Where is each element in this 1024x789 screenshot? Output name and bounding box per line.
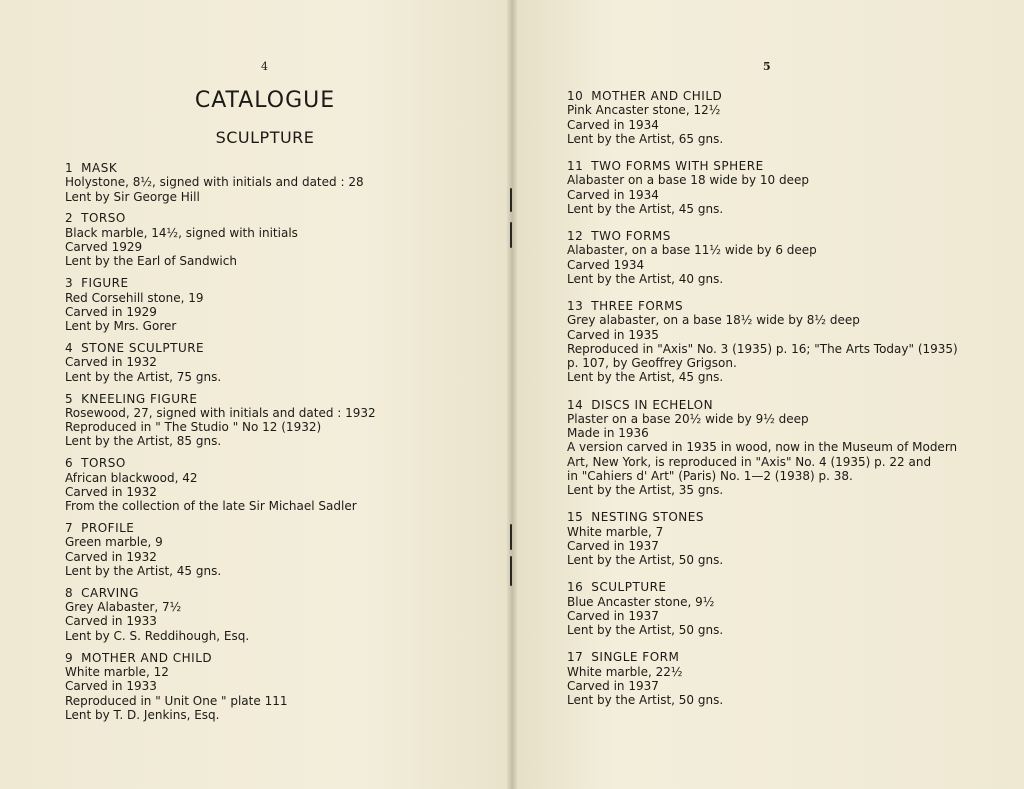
entry-title [65,276,485,290]
entry-number: 7 [65,521,74,536]
binding-mark [510,222,512,248]
catalogue-heading: CATALOGUE [194,88,336,113]
binding-mark [510,556,512,586]
entry-title [567,229,1007,243]
entry-detail-line: Lent by the Artist, 75 gns. [65,369,222,384]
entry-detail-line: White marble, 22½ [567,664,683,679]
entry-number: 17 [567,650,584,665]
entry-title-text: TWO FORMS WITH SPHERE [591,158,764,173]
entry-number: 15 [567,510,584,525]
entry-title [567,89,1007,103]
entry-detail-line: Lent by the Artist, 50 gns. [567,693,724,708]
catalogue-entries-left [65,161,485,730]
entry-detail-line: Carved in 1934 [567,187,659,202]
entry-detail-line: Lent by the Artist, 85 gns. [65,434,222,449]
entry-title [567,580,1007,594]
entry-detail-line: Lent by C. S. Reddihough, Esq. [65,628,250,643]
entry-detail-line: Lent by the Artist, 45 gns. [567,370,724,385]
entry-detail-line: African blackwood, 42 [65,470,198,485]
entry-detail-line: Lent by Sir George Hill [65,189,200,204]
catalogue-entry [65,211,485,268]
entry-title-text: MOTHER AND CHILD [81,650,213,665]
entry-number: 11 [567,158,584,173]
entry-detail-line: White marble, 12 [65,664,169,679]
entry-detail-line: Black marble, 14½, signed with initials [65,225,298,240]
entry-number: 3 [65,276,74,291]
entry-number: 10 [567,89,584,103]
binding-mark [510,524,512,550]
entry-detail-line: Alabaster, on a base 11½ wide by 6 deep [567,243,817,258]
book-gutter [506,0,518,789]
entry-detail-line: Lent by the Artist, 50 gns. [567,623,724,638]
catalogue-entry [65,651,485,722]
entry-title-text: TORSO [81,211,126,226]
catalogue-entry [65,586,485,643]
catalogue-entry [567,510,1007,567]
entry-title-text: KNEELING FIGURE [81,391,198,406]
catalogue-entry [567,89,1007,146]
entry-detail-line: Carved in 1934 [567,117,659,132]
catalogue-entry [65,456,485,513]
entry-detail-line: Pink Ancaster stone, 12½ [567,103,721,118]
entry-number: 8 [65,585,74,600]
entry-detail-line: Lent by the Earl of Sandwich [65,254,237,269]
binding-mark [510,188,512,212]
entry-detail-line: Reproduced in "Axis" No. 3 (1935) p. 16; "The Arts Today" (1935) [567,341,958,356]
entry-title-text: MASK [81,161,118,175]
entry-detail-line: Carved in 1933 [65,614,157,629]
entry-number: 12 [567,228,584,243]
entry-title-text: MOTHER AND CHILD [591,89,723,103]
entry-detail-line: From the collection of the late Sir Michael Sadler [65,499,357,514]
entry-detail-line: Red Corsehill stone, 19 [65,290,204,305]
entry-title-text: SINGLE FORM [591,650,680,665]
entry-title [65,341,485,355]
entry-number: 1 [65,161,74,175]
entry-number: 5 [65,391,74,406]
entry-detail-line: p. 107, by Geoffrey Grigson. [567,356,737,371]
entry-title [65,586,485,600]
entry-detail-line: Plaster on a base 20½ wide by 9½ deep [567,411,809,426]
entry-detail-line: Carved in 1937 [567,608,659,623]
entry-detail-line: Carved 1929 [65,240,143,255]
entry-title [65,211,485,225]
entry-detail-line: Carved in 1933 [65,679,157,694]
entry-detail-line: White marble, 7 [567,524,664,539]
entry-detail-line: Lent by the Artist, 45 gns. [567,201,724,216]
entry-detail-line: Grey alabaster, on a base 18½ wide by 8½ deep [567,313,860,328]
catalogue-entry [65,341,485,384]
catalogue-entry [567,398,1007,498]
entry-detail-line: Carved in 1937 [567,539,659,553]
entry-title-text: STONE SCULPTURE [81,341,205,356]
catalogue-entry [567,229,1007,286]
entry-title-text: TWO FORMS [591,228,671,243]
entry-detail-line: Made in 1936 [567,426,649,441]
entry-detail-line: Lent by T. D. Jenkins, Esq. [65,707,220,722]
entry-detail-line: Reproduced in " Unit One " plate 111 [65,693,288,708]
entry-title-text: FIGURE [81,276,129,291]
page-number: 5 [763,60,771,73]
catalogue-entry [567,650,1007,707]
page-number: 4 [261,60,268,73]
entry-title-text: NESTING STONES [591,510,704,525]
entry-detail-line: Art, New York, is reproduced in "Axis" No. 4 (1935) p. 22 and [567,454,932,469]
entry-number: 13 [567,298,584,313]
entry-detail-line: Lent by the Artist, 35 gns. [567,483,724,498]
entry-number: 6 [65,456,74,471]
entry-title [567,398,1007,412]
entry-number: 14 [567,397,584,412]
entry-number: 4 [65,341,74,356]
entry-detail-line: A version carved in 1935 in wood, now in the Museum of Modern [567,440,958,455]
entry-detail-line: Reproduced in " The Studio " No 12 (1932) [65,420,322,435]
entry-title [567,159,1007,173]
entry-detail-line: Alabaster on a base 18 wide by 10 deep [567,173,809,188]
entry-detail-line: Carved 1934 [567,257,645,272]
entry-detail-line: Carved in 1937 [567,678,659,693]
entry-detail-line: Carved in 1932 [65,355,157,370]
entry-detail-line: Blue Ancaster stone, 9½ [567,594,715,609]
entry-title-text: SCULPTURE [591,580,667,595]
entry-number: 16 [567,580,584,595]
catalogue-entry [65,161,485,204]
entry-detail-line: Carved in 1932 [65,484,157,499]
entry-detail-line: in "Cahiers d' Art" (Paris) No. 1—2 (1938) p. 38. [567,469,853,484]
entry-title-text: THREE FORMS [591,298,684,313]
entry-detail-line: Green marble, 9 [65,535,163,550]
entry-detail-line: Rosewood, 27, signed with initials and dated : 1932 [65,405,376,420]
entry-detail-line: Grey Alabaster, 7½ [65,600,182,615]
entry-title-text: PROFILE [81,521,135,536]
entry-detail-line: Lent by the Artist, 50 gns. [567,553,724,568]
right-page [512,0,1024,789]
entry-detail-line: Lent by the Artist, 40 gns. [567,271,724,286]
entry-detail-line: Lent by Mrs. Gorer [65,319,177,334]
entry-title [65,456,485,470]
entry-number: 9 [65,650,74,665]
entry-detail-line: Lent by the Artist, 45 gns. [65,563,222,578]
entry-title-text: TORSO [81,456,126,471]
entry-title-text: CARVING [81,585,139,600]
catalogue-entry [567,580,1007,637]
sculpture-subheading: SCULPTURE [215,128,315,147]
entry-detail-line: Holystone, 8½, signed with initials and dated : 28 [65,175,364,190]
entry-detail-line: Carved in 1929 [65,304,157,319]
catalogue-entry [65,521,485,578]
entry-title [567,299,1007,313]
entry-title-text: DISCS IN ECHELON [591,397,714,412]
entry-title [65,521,485,535]
entry-detail-line: Carved in 1935 [567,327,659,342]
catalogue-entry [65,392,485,449]
catalogue-entry [567,159,1007,216]
entry-detail-line: Lent by the Artist, 65 gns. [567,131,724,146]
catalogue-entry [65,276,485,333]
entry-title [567,510,1007,524]
catalogue-entry [567,299,1007,385]
entry-title [65,651,485,665]
catalogue-entries-right [567,89,1007,720]
entry-number: 2 [65,211,74,226]
entry-title [65,392,485,406]
entry-detail-line: Carved in 1932 [65,549,157,564]
entry-title [65,161,485,175]
entry-title [567,650,1007,664]
